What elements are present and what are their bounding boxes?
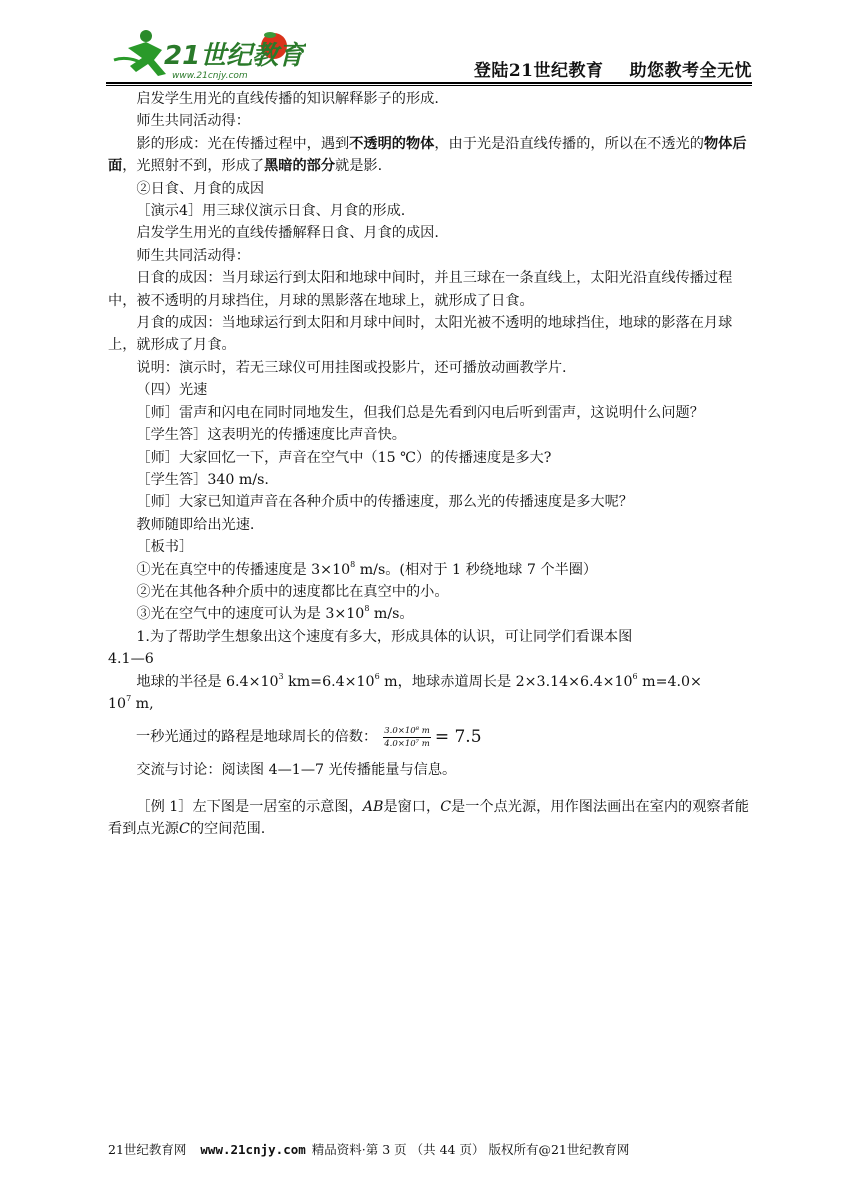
21cnjy-logo [106,26,306,82]
paragraph: 月食的成因：当地球运行到太阳和月球中间时，太阳光被不透明的地球挡住，地球的影落在月球上，就形成了月食。 [108,315,733,354]
paragraph: ②光在其他各种介质中的速度都比在真空中的小。 [136,583,449,600]
paragraph: 师生共同活动得： [136,113,250,130]
paragraph: 日食的成因：当月球运行到太阳和地球中间时，并且三球在一条直线上，太阳光沿直线传播过程中，被不透明的月球挡住，月球的黑影落在地球上，就形成了日食。 [108,270,733,309]
header-slogan: 登陆21世纪教育 助您教考全无忧 [473,61,752,81]
fraction: $\frac{\text{3.0×10⁸ m}}{\text{4.0×10⁷ m}}$ [384,725,430,749]
header-rule-thin [106,85,752,86]
paragraph: ［师］雷声和闪电在同时同地发生，但我们总是先看到闪电后听到雷声，这说明什么问题？ [136,404,704,421]
header-rule [106,82,752,84]
svg-text:21世纪教育: 21世纪教育 [164,41,305,71]
paragraph: ［演示4］用三球仪演示日食、月食的形成. [136,203,406,220]
document-body [108,88,754,841]
paragraph: 1.为了帮助学生想象出这个速度有多大，形成具体的认识，可让同学们看课本图 [136,628,633,645]
paragraph: ［学生答］这表明光的传播速度比声音快。 [136,427,406,444]
paragraph: ②日食、月食的成因 [136,180,265,197]
page-header [106,26,752,84]
paragraph: 4.1—6 [108,651,154,668]
paragraph: $10^7$ m, [108,693,154,712]
paragraph: 说明：演示时，若无三球仪可用挂图或投影片，还可播放动画教学片. [136,359,567,376]
paragraph: ①光在真空中的传播速度是 $3\times 10^8$ m/s。(相对于 1 秒绕地球 7 个半圈） [136,559,598,578]
paragraph: 地球的半径是 $6.4\times 10^3$ $km=6.4\times 10^6$ m，地球赤道周长是 $2\times 3.14\times 6.4\times 10^6$ m=4.0× [136,671,702,690]
footer-site-link[interactable]: www.21cnjy.com [200,1142,306,1157]
section-heading: （四）光速 [136,382,208,399]
paragraph: ③光在空气中的速度可认为是 $3\times 10^8$ m/s。 [136,604,414,623]
page-footer: 21世纪教育网 www.21cnjy.com 精品资料·第 3 页 （共 44 页） 版权所有@21世纪教育网 [108,1142,630,1157]
paragraph: 启发学生用光的直线传播的知识解释影子的形成. [136,91,439,107]
example-paragraph: ［例 1］左下图是一居室的示意图，AB是窗口，C是一个点光源，用作图法画出在室内的观察者能看到点光源C的空间范围. [108,798,749,838]
paragraph: ［师］大家已知道声音在各种介质中的传播速度，那么光的传播速度是多大呢？ [136,494,633,511]
svg-text:www.21cnjy.com: www.21cnjy.com [172,71,248,81]
paragraph: 师生共同活动得： [136,247,250,264]
paragraph: 教师随即给出光速. [136,516,255,533]
paragraph-shadow-formation: 影的形成：光在传播过程中，遇到不透明的物体，由于光是沿直线传播的，所以在不透光的物体后面，光照射不到，形成了黑暗的部分就是影. [108,135,747,175]
paragraph: 启发学生用光的直线传播解释日食、月食的成因. [136,225,439,242]
paragraph: ［学生答］340 m/s. [136,471,269,488]
formula-line: 一秒光通过的路程是地球周长的倍数： $\frac{\text{3.0×10⁸ m}}{\text{4.0×10⁷ m}}$ = 7.5 [136,725,482,749]
paragraph: ［板书］ [136,539,194,556]
paragraph: 交流与讨论：阅读图 4—1—7 光传播能量与信息。 [136,762,457,779]
paragraph: ［师］大家回忆一下，声音在空气中（15 ℃）的传播速度是多大? [136,449,552,466]
